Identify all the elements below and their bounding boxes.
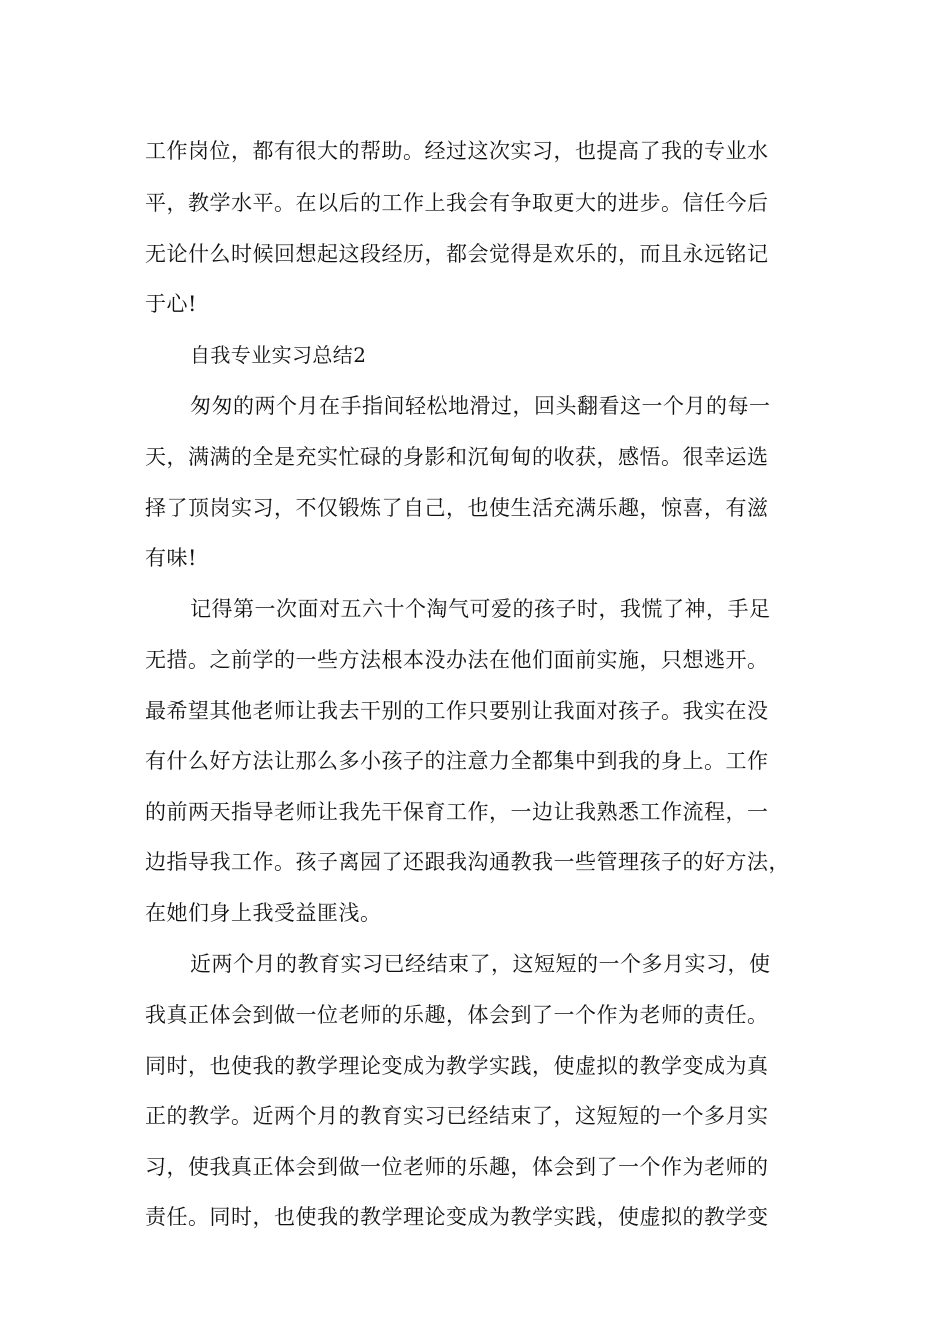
text-line: 无论什么时候回想起这段经历，都会觉得是欢乐的，而且永远铭记 (145, 242, 769, 266)
text-line: 我真正体会到做一位老师的乐趣，体会到了一个作为老师的责任。 (145, 1003, 769, 1027)
text-line: 平，教学水平。在以后的工作上我会有争取更大的进步。信任今后 (145, 191, 769, 215)
text-line: 天，满满的全是充实忙碌的身影和沉甸甸的收获，感悟。很幸运选 (145, 445, 769, 469)
text-line: 责任。同时，也使我的教学理论变成为教学实践，使虚拟的教学变 (145, 1205, 769, 1229)
section-heading: 自我专业实习总结2 (190, 343, 367, 367)
text-line: 择了顶岗实习，不仅锻炼了自己，也使生活充满乐趣，惊喜，有滋 (145, 496, 769, 520)
text-line: 近两个月的教育实习已经结束了，这短短的一个多月实习，使 (190, 952, 771, 976)
text-line: 的前两天指导老师让我先干保育工作，一边让我熟悉工作流程，一 (145, 800, 769, 824)
text-line: 匆匆的两个月在手指间轻松地滑过，回头翻看这一个月的每一 (190, 394, 771, 418)
text-line: 于心! (145, 292, 197, 316)
text-line: 记得第一次面对五六十个淘气可爱的孩子时，我慌了神，手足 (190, 597, 771, 621)
text-line: 有味! (145, 546, 197, 570)
text-line: 无措。之前学的一些方法根本没办法在他们面前实施，只想逃开。 (145, 648, 769, 672)
text-line: 有什么好方法让那么多小孩子的注意力全都集中到我的身上。工作 (145, 749, 769, 773)
text-line: 工作岗位，都有很大的帮助。经过这次实习，也提高了我的专业水 (145, 139, 769, 163)
text-line: 习，使我真正体会到做一位老师的乐趣，体会到了一个作为老师的 (145, 1155, 769, 1179)
text-line: 边指导我工作。孩子离园了还跟我沟通教我一些管理孩子的好方法， (145, 850, 790, 874)
text-line: 同时，也使我的教学理论变成为教学实践，使虚拟的教学变成为真 (145, 1054, 769, 1078)
text-line: 最希望其他老师让我去干别的工作只要别让我面对孩子。我实在没 (145, 699, 769, 723)
text-line: 在她们身上我受益匪浅。 (145, 901, 382, 925)
text-line: 正的教学。近两个月的教育实习已经结束了，这短短的一个多月实 (145, 1104, 769, 1128)
